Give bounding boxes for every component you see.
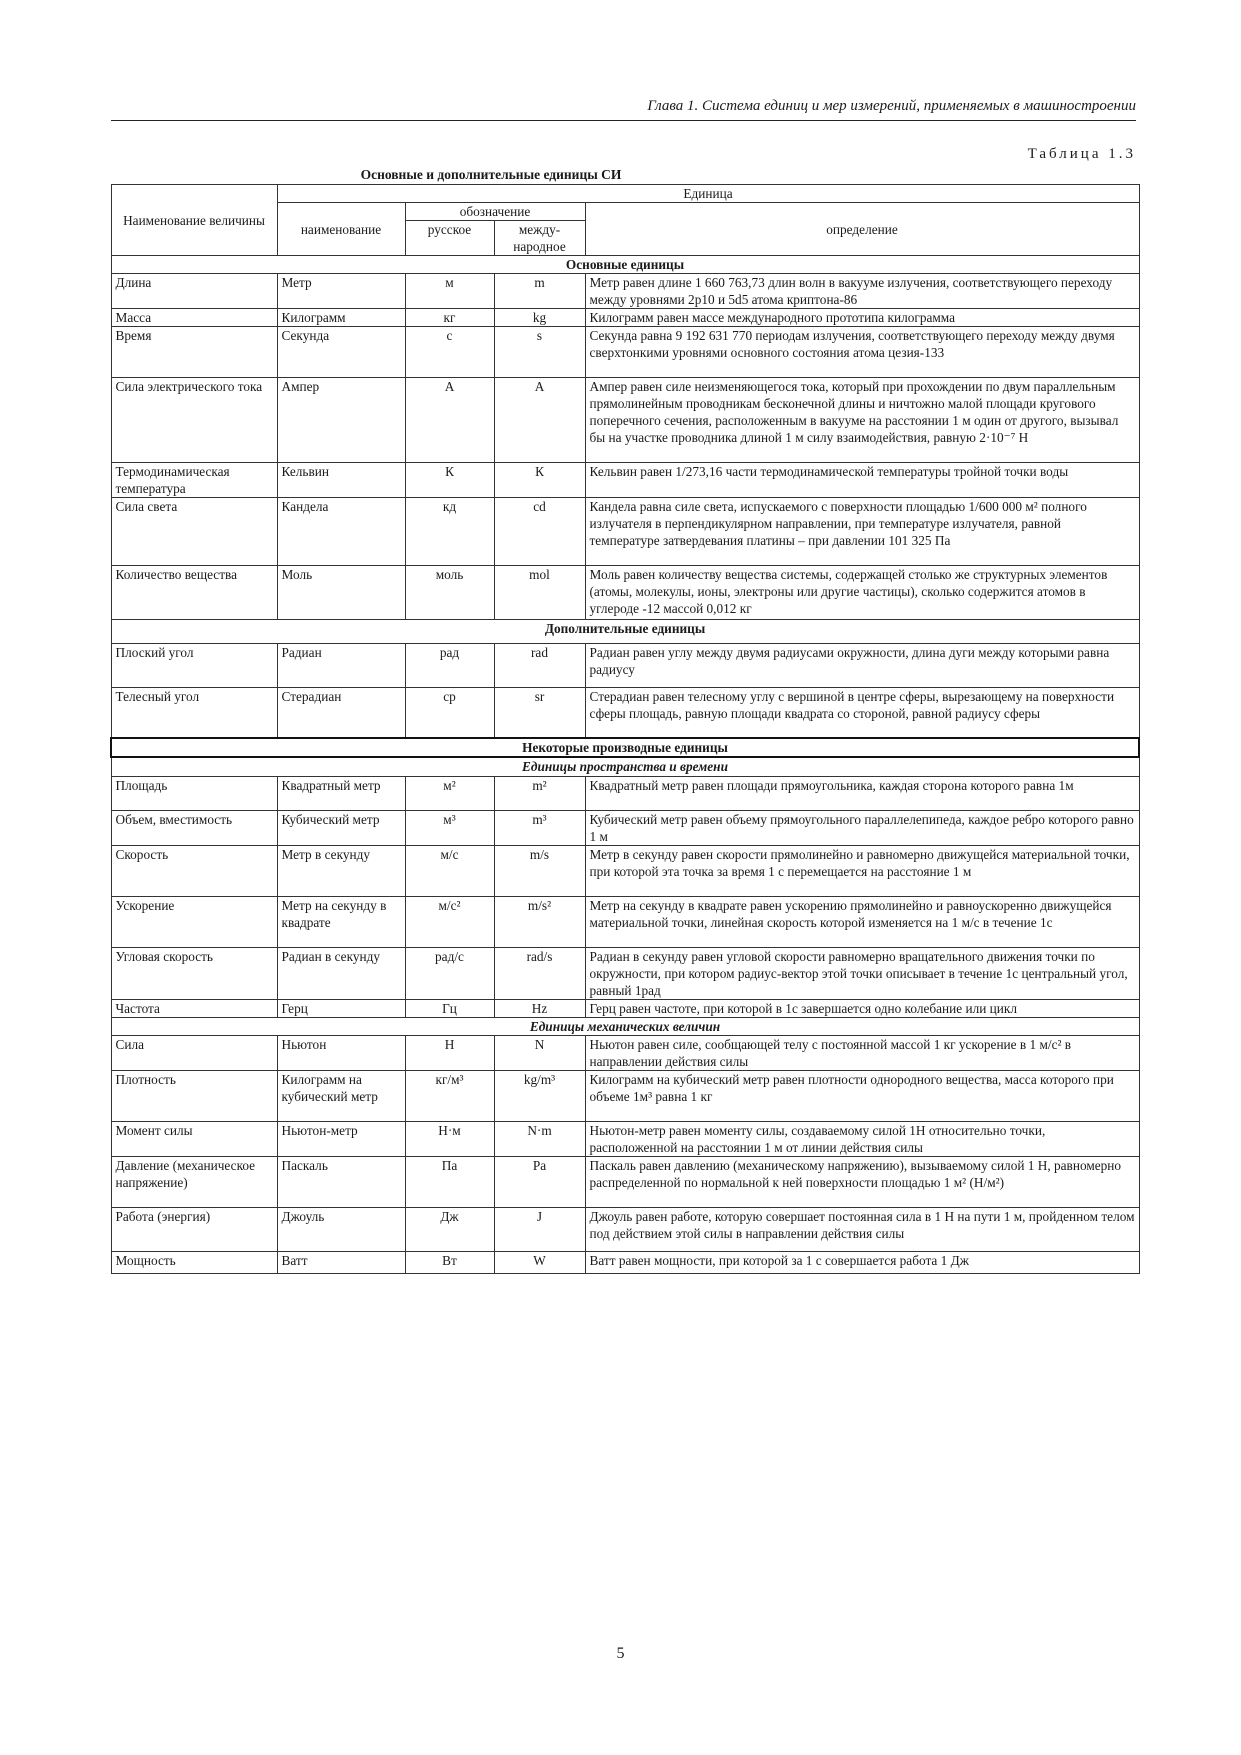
cell-quantity: Сила: [111, 1036, 277, 1071]
cell-symbol-russian: рад: [405, 644, 494, 688]
section-supplementary-units: Дополнительные единицы: [111, 620, 1139, 644]
cell-unit-name: Метр: [277, 274, 405, 309]
table-row: [111, 846, 1139, 897]
cell-symbol-international: W: [494, 1252, 585, 1274]
cell-quantity: Масса: [111, 309, 277, 327]
cell-unit-name: Паскаль: [277, 1157, 405, 1208]
cell-quantity: Объем, вместимость: [111, 811, 277, 846]
cell-definition: Секунда равна 9 192 631 770 периодам излучения, соответствующего переходу между двумя сверхтонкими уровнями основного состояния атома цезия-133: [585, 327, 1139, 378]
running-head: Глава 1. Система единиц и мер измерений, применяемых в машиностроении: [647, 98, 1136, 114]
table-row: [111, 1252, 1139, 1274]
cell-quantity: Сила света: [111, 498, 277, 566]
cell-symbol-international: mol: [494, 566, 585, 620]
cell-symbol-russian: К: [405, 463, 494, 498]
col-symbol-group: обозначение: [405, 203, 585, 221]
cell-unit-name: Квадратный метр: [277, 777, 405, 811]
cell-symbol-russian: кг: [405, 309, 494, 327]
cell-unit-name: Ватт: [277, 1252, 405, 1274]
cell-symbol-international: m³: [494, 811, 585, 846]
table-row: [111, 644, 1139, 688]
table-row: [111, 274, 1139, 309]
cell-symbol-international: J: [494, 1208, 585, 1252]
cell-quantity: Время: [111, 327, 277, 378]
cell-symbol-russian: Н·м: [405, 1122, 494, 1157]
cell-symbol-international: Hz: [494, 1000, 585, 1018]
cell-symbol-international: rad: [494, 644, 585, 688]
cell-definition: Метр на секунду в квадрате равен ускорению прямолинейно и равноускоренно движущейся материальной точки, линейная скорость которой изменяется на 1 м/с в течение 1с: [585, 897, 1139, 948]
cell-unit-name: Стерадиан: [277, 688, 405, 738]
col-name: наименование: [277, 203, 405, 256]
cell-definition: Квадратный метр равен площади прямоугольника, каждая сторона которого равна 1м: [585, 777, 1139, 811]
table-row: [111, 948, 1139, 1000]
cell-symbol-russian: м/с²: [405, 897, 494, 948]
cell-symbol-russian: моль: [405, 566, 494, 620]
cell-symbol-international: cd: [494, 498, 585, 566]
cell-symbol-russian: кд: [405, 498, 494, 566]
col-russian: русское: [405, 221, 494, 256]
col-quantity: Наименование величины: [111, 185, 277, 256]
cell-symbol-russian: А: [405, 378, 494, 463]
cell-quantity: Количество вещества: [111, 566, 277, 620]
cell-symbol-russian: ср: [405, 688, 494, 738]
table-title: Основные и дополнительные единицы СИ: [360, 167, 622, 182]
cell-definition: Ампер равен силе неизменяющегося тока, который при прохождении по двум параллельным прямолинейным проводникам бесконечной длины и ничтожно малой площади кругового поперечного сечения, расположенным в вакууме на расстоянии 1 м один от другого, вызывал бы на участке проводника длиной 1 м силу взаимодействия, равную 2·10⁻⁷ Н: [585, 378, 1139, 463]
cell-quantity: Работа (энергия): [111, 1208, 277, 1252]
cell-definition: Килограмм равен массе международного прототипа килограмма: [585, 309, 1139, 327]
cell-symbol-russian: с: [405, 327, 494, 378]
table-row: [111, 566, 1139, 620]
cell-definition: Радиан равен углу между двумя радиусами окружности, длина дуги между которыми равна радиусу: [585, 644, 1139, 688]
cell-unit-name: Кубический метр: [277, 811, 405, 846]
cell-definition: Моль равен количеству вещества системы, содержащей столько же структурных элементов (атомы, молекулы, ионы, электроны или другие частицы), сколько содержится атомов в углероде -12 массой 0,012 кг: [585, 566, 1139, 620]
section-mechanical-units: Единицы механических величин: [111, 1018, 1139, 1036]
table-row: [111, 1000, 1139, 1018]
col-international: между-народное: [494, 221, 585, 256]
cell-quantity: Телесный угол: [111, 688, 277, 738]
cell-symbol-russian: м³: [405, 811, 494, 846]
cell-quantity: Давление (механическое напряжение): [111, 1157, 277, 1208]
cell-symbol-russian: Вт: [405, 1252, 494, 1274]
cell-symbol-russian: Н: [405, 1036, 494, 1071]
cell-symbol-russian: м/с: [405, 846, 494, 897]
cell-symbol-russian: Дж: [405, 1208, 494, 1252]
cell-definition: Радиан в секунду равен угловой скорости равномерно вращательного движения точки по окружности, при котором радиус-вектор этой точки описывает в течение 1с центральный угол, равный 1рад: [585, 948, 1139, 1000]
cell-symbol-russian: рад/с: [405, 948, 494, 1000]
header-rule: [111, 120, 1136, 121]
table-row: [111, 1157, 1139, 1208]
cell-quantity: Плотность: [111, 1071, 277, 1122]
cell-unit-name: Герц: [277, 1000, 405, 1018]
cell-definition: Ньютон-метр равен моменту силы, создаваемому силой 1Н относительно точки, расположенной на расстоянии 1 м от линии действия силы: [585, 1122, 1139, 1157]
cell-symbol-international: Pa: [494, 1157, 585, 1208]
cell-definition: Джоуль равен работе, которую совершает постоянная сила в 1 Н на пути 1 м, пройденном телом под действием этой силы в направлении действия силы: [585, 1208, 1139, 1252]
section-supplementary-units-row: [111, 620, 1139, 644]
cell-symbol-international: К: [494, 463, 585, 498]
table-row: [111, 1208, 1139, 1252]
table-row: [111, 811, 1139, 846]
cell-symbol-international: m/s: [494, 846, 585, 897]
cell-quantity: Плоский угол: [111, 644, 277, 688]
cell-quantity: Скорость: [111, 846, 277, 897]
cell-definition: Ньютон равен силе, сообщающей телу с постоянной массой 1 кг ускорение в 1 м/с² в направлении действия силы: [585, 1036, 1139, 1071]
cell-unit-name: Ньютон: [277, 1036, 405, 1071]
col-definition: определение: [585, 203, 1139, 256]
cell-symbol-russian: кг/м³: [405, 1071, 494, 1122]
section-space-time-units-row: [111, 757, 1139, 777]
cell-symbol-international: s: [494, 327, 585, 378]
cell-unit-name: Моль: [277, 566, 405, 620]
cell-definition: Кубический метр равен объему прямоугольного параллелепипеда, каждое ребро которого равно 1 м: [585, 811, 1139, 846]
cell-unit-name: Килограмм: [277, 309, 405, 327]
cell-definition: Кандела равна силе света, испускаемого с поверхности площадью 1/600 000 м² полного излучателя в перпендикулярном направлении, при температуре излучателя, равной температуре затвердевания платины – при давлении 101 325 Па: [585, 498, 1139, 566]
cell-unit-name: Радиан в секунду: [277, 948, 405, 1000]
cell-unit-name: Метр в секунду: [277, 846, 405, 897]
cell-symbol-international: sr: [494, 688, 585, 738]
section-derived-units: Некоторые производные единицы: [111, 738, 1139, 757]
table-row: [111, 309, 1139, 327]
cell-quantity: Угловая скорость: [111, 948, 277, 1000]
cell-quantity: Длина: [111, 274, 277, 309]
cell-symbol-international: rad/s: [494, 948, 585, 1000]
cell-definition: Паскаль равен давлению (механическому напряжению), вызываемому силой 1 Н, равномерно распределенной по нормальной к ней поверхности площадью 1 м² (Н/м²): [585, 1157, 1139, 1208]
cell-unit-name: Ампер: [277, 378, 405, 463]
section-base-units-row: [111, 256, 1139, 274]
cell-unit-name: Метр на секунду в квадрате: [277, 897, 405, 948]
cell-definition: Стерадиан равен телесному углу с вершиной в центре сферы, вырезающему на поверхности сферы площадь, равную площади квадрата со стороной, равной радиусу сферы: [585, 688, 1139, 738]
cell-definition: Килограмм на кубический метр равен плотности однородного вещества, масса которого при объеме 1м³ равна 1 кг: [585, 1071, 1139, 1122]
cell-quantity: Термодинамическая температура: [111, 463, 277, 498]
cell-quantity: Сила электрического тока: [111, 378, 277, 463]
cell-unit-name: Джоуль: [277, 1208, 405, 1252]
cell-symbol-international: kg/m³: [494, 1071, 585, 1122]
section-mechanical-units-row: [111, 1018, 1139, 1036]
cell-quantity: Частота: [111, 1000, 277, 1018]
section-base-units: Основные единицы: [111, 256, 1139, 274]
si-units-table: [110, 184, 1140, 1274]
cell-symbol-international: N·m: [494, 1122, 585, 1157]
table-row: [111, 1122, 1139, 1157]
cell-definition: Ватт равен мощности, при которой за 1 с совершается работа 1 Дж: [585, 1252, 1139, 1274]
cell-symbol-russian: Па: [405, 1157, 494, 1208]
cell-symbol-international: m/s²: [494, 897, 585, 948]
cell-definition: Метр равен длине 1 660 763,73 длин волн в вакууме излучения, соответствующего переходу между уровнями 2p10 и 5d5 атома криптона-86: [585, 274, 1139, 309]
col-unit-group: Единица: [277, 185, 1139, 203]
table-row: [111, 378, 1139, 463]
cell-symbol-international: N: [494, 1036, 585, 1071]
cell-definition: Метр в секунду равен скорости прямолинейно и равномерно движущейся материальной точки, при которой эта точка за время 1 с перемещается на расстояние 1 м: [585, 846, 1139, 897]
cell-unit-name: Кельвин: [277, 463, 405, 498]
cell-symbol-international: m: [494, 274, 585, 309]
cell-quantity: Площадь: [111, 777, 277, 811]
cell-definition: Герц равен частоте, при которой в 1с завершается одно колебание или цикл: [585, 1000, 1139, 1018]
header-row-1: [111, 185, 1139, 203]
cell-unit-name: Килограмм на кубический метр: [277, 1071, 405, 1122]
table-row: [111, 498, 1139, 566]
table-row: [111, 688, 1139, 738]
cell-unit-name: Секунда: [277, 327, 405, 378]
section-derived-units-row: [111, 738, 1139, 757]
cell-unit-name: Радиан: [277, 644, 405, 688]
page-number: 5: [616, 1645, 625, 1662]
section-space-time-units: Единицы пространства и времени: [111, 757, 1139, 777]
cell-symbol-russian: м²: [405, 777, 494, 811]
cell-symbol-international: kg: [494, 309, 585, 327]
cell-unit-name: Ньютон-метр: [277, 1122, 405, 1157]
cell-quantity: Мощность: [111, 1252, 277, 1274]
cell-definition: Кельвин равен 1/273,16 части термодинамической температуры тройной точки воды: [585, 463, 1139, 498]
table-row: [111, 1036, 1139, 1071]
table-row: [111, 897, 1139, 948]
table-number: Таблица 1.3: [1027, 146, 1136, 162]
table-row: [111, 777, 1139, 811]
cell-symbol-russian: м: [405, 274, 494, 309]
table-row: [111, 327, 1139, 378]
table-row: [111, 463, 1139, 498]
cell-quantity: Ускорение: [111, 897, 277, 948]
cell-symbol-international: А: [494, 378, 585, 463]
cell-symbol-international: m²: [494, 777, 585, 811]
cell-unit-name: Кандела: [277, 498, 405, 566]
cell-symbol-russian: Гц: [405, 1000, 494, 1018]
cell-quantity: Момент силы: [111, 1122, 277, 1157]
table-row: [111, 1071, 1139, 1122]
